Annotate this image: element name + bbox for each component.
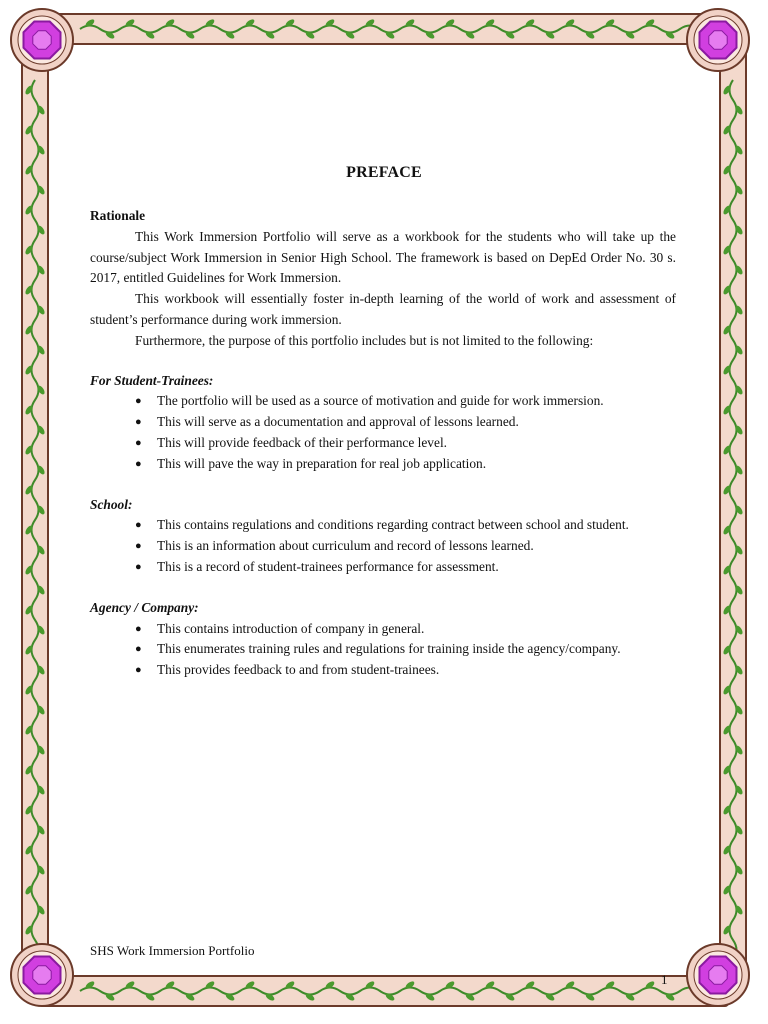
list-item: ● This will pave the way in preparation for real job application. [90,454,676,475]
footer-text: SHS Work Immersion Portfolio [90,943,255,958]
bullet-icon: ● [135,540,142,553]
bullet-icon: ● [135,622,142,635]
rationale-heading: Rationale [90,208,146,223]
bullet-icon: ● [135,664,142,677]
document-body [90,206,676,681]
border-bottom [40,976,728,1006]
school-list [90,515,676,577]
paragraph-workbook: This workbook will essentially foster in-depth learning of the world of work and assessment of student’s performance during work immersion. [90,291,676,327]
paragraph-purpose: Furthermore, the purpose of this portfolio includes but is not limited to the following: [135,332,594,348]
bullet-icon: ● [135,560,142,573]
section-heading-student-trainees: For Student-Trainees: [90,372,214,388]
border-top [40,14,728,44]
list-item: ● This contains introduction of company in general. [90,619,676,640]
list-item: ● This provides feedback to and from student-trainees. [90,660,676,681]
student-trainees-list [90,391,676,474]
bullet-icon: ● [135,519,142,532]
document-page [48,46,720,987]
bullet-icon: ● [135,395,142,408]
list-item: ● This will serve as a documentation and approval of lessons learned. [90,412,676,433]
section-heading-school: School: [90,496,133,512]
list-item: ● This is a record of student-trainees performance for assessment. [90,557,676,578]
section-heading-agency: Agency / Company: [90,599,199,615]
list-item: ● This enumerates training rules and regulations for training inside the agency/company. [90,639,676,660]
page-title: PREFACE [346,164,422,181]
bullet-icon: ● [135,436,142,449]
list-item: ● This contains regulations and conditions regarding contract between school and student. [90,515,676,536]
list-item: ● This is an information about curriculum and record of lessons learned. [90,536,676,557]
paragraph-intro: This Work Immersion Portfolio will serve as a workbook for the students who will take up the course/subject Work Immersion in Senior High School. The framework is based on DepEd Order No. 30 s. 2017, entitled Guidelines for Work Immersion. [90,228,676,286]
agency-list [90,619,676,681]
bullet-icon: ● [135,416,142,429]
list-item: ● This will provide feedback of their performance level. [90,433,676,454]
bullet-icon: ● [135,457,142,470]
page-number: 1 [661,972,668,987]
bullet-icon: ● [135,643,142,656]
list-item: ● The portfolio will be used as a source of motivation and guide for work immersion. [90,391,676,412]
